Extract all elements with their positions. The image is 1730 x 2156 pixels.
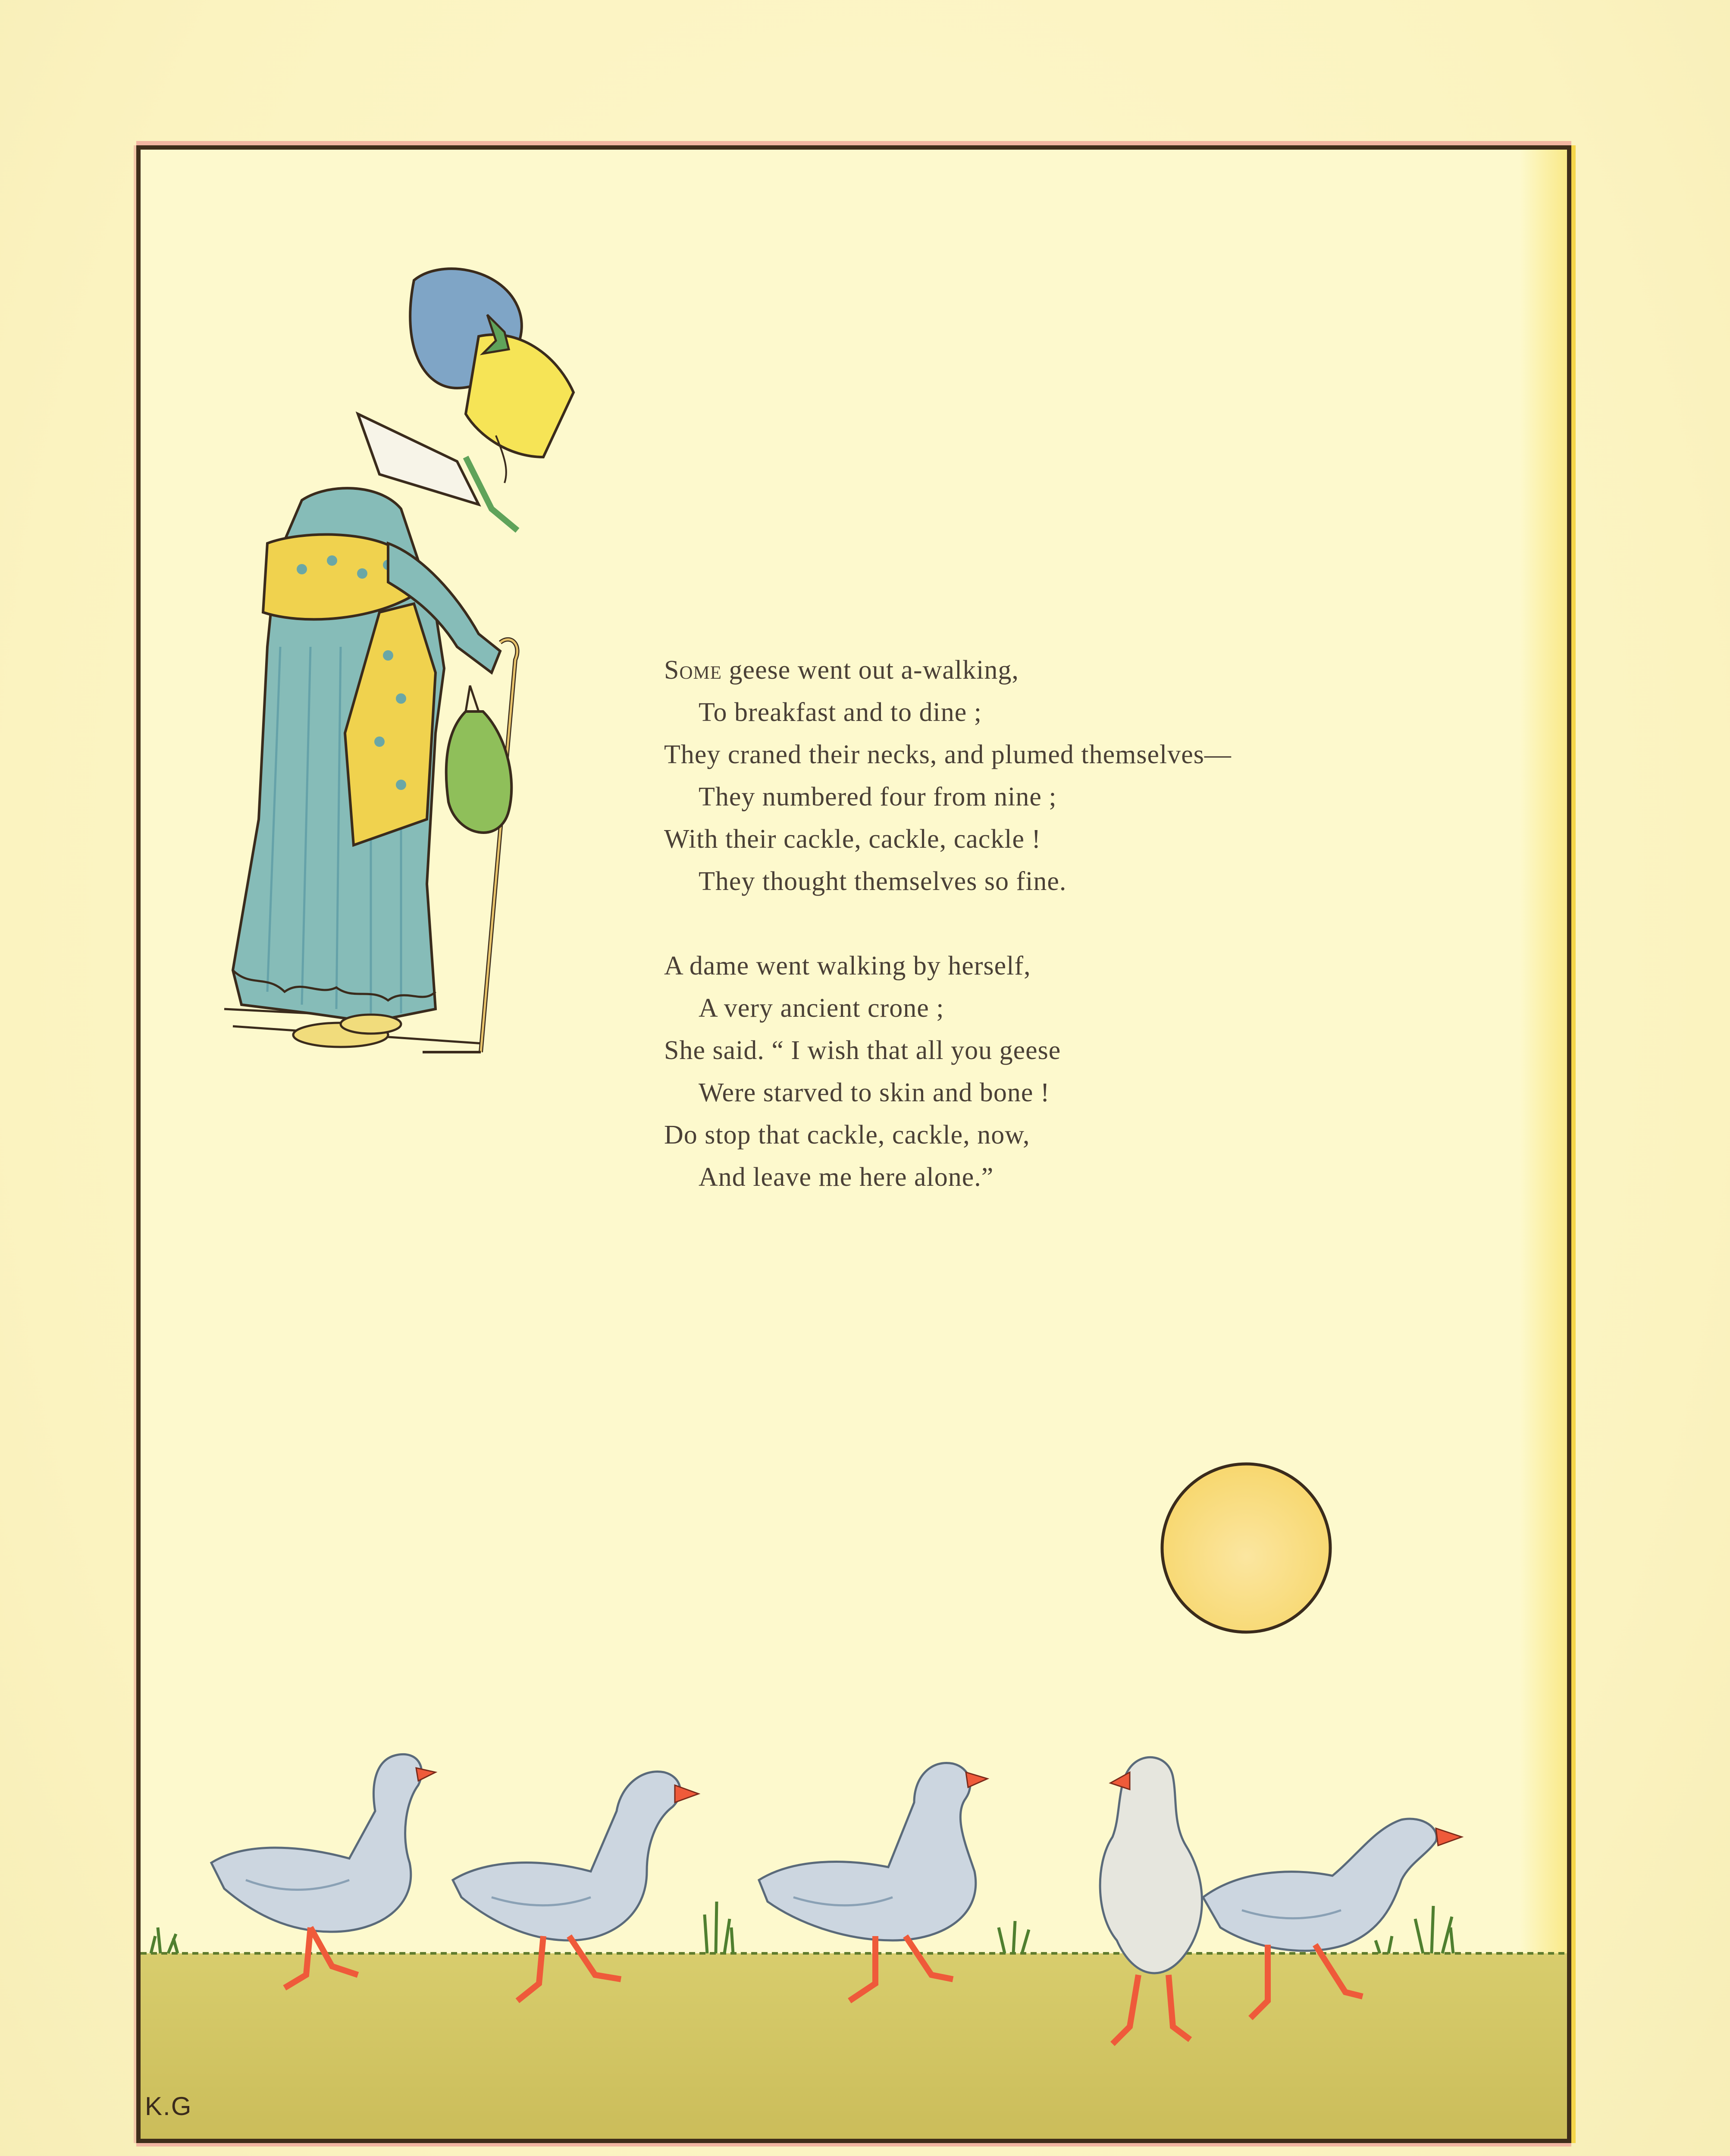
poem-stanza-1 — [664, 649, 1440, 903]
poem-line — [664, 649, 1440, 691]
artist-monogram: K.G — [145, 2092, 192, 2121]
drop-word: Some — [664, 655, 722, 685]
poem-line-rest: geese went out a-walking, — [722, 655, 1019, 685]
poem-text — [664, 649, 1440, 1241]
poem-line: She said. “ I wish that all you geese — [664, 1036, 1061, 1065]
poem-line: Do stop that cackle, cackle, now, — [664, 1120, 1030, 1150]
poem-line: And leave me here alone.” — [699, 1163, 994, 1192]
poem-stanza-2 — [664, 945, 1440, 1198]
poem-line: A dame went walking by herself, — [664, 951, 1031, 981]
poem-line: They numbered four from nine ; — [699, 782, 1057, 812]
old-woman-with-cane — [224, 269, 574, 1052]
poem-line: They thought themselves so fine. — [699, 867, 1067, 896]
poem-line: They craned their necks, and plumed themselves— — [664, 740, 1232, 769]
poem-line: With their cackle, cackle, cackle ! — [664, 824, 1041, 854]
poem-line: Were starved to skin and bone ! — [699, 1078, 1050, 1107]
poem-line: To breakfast and to dine ; — [699, 698, 982, 727]
sun-disc — [1162, 1464, 1330, 1632]
poem-line: A very ancient crone ; — [699, 993, 944, 1023]
ground — [141, 1953, 1567, 2139]
